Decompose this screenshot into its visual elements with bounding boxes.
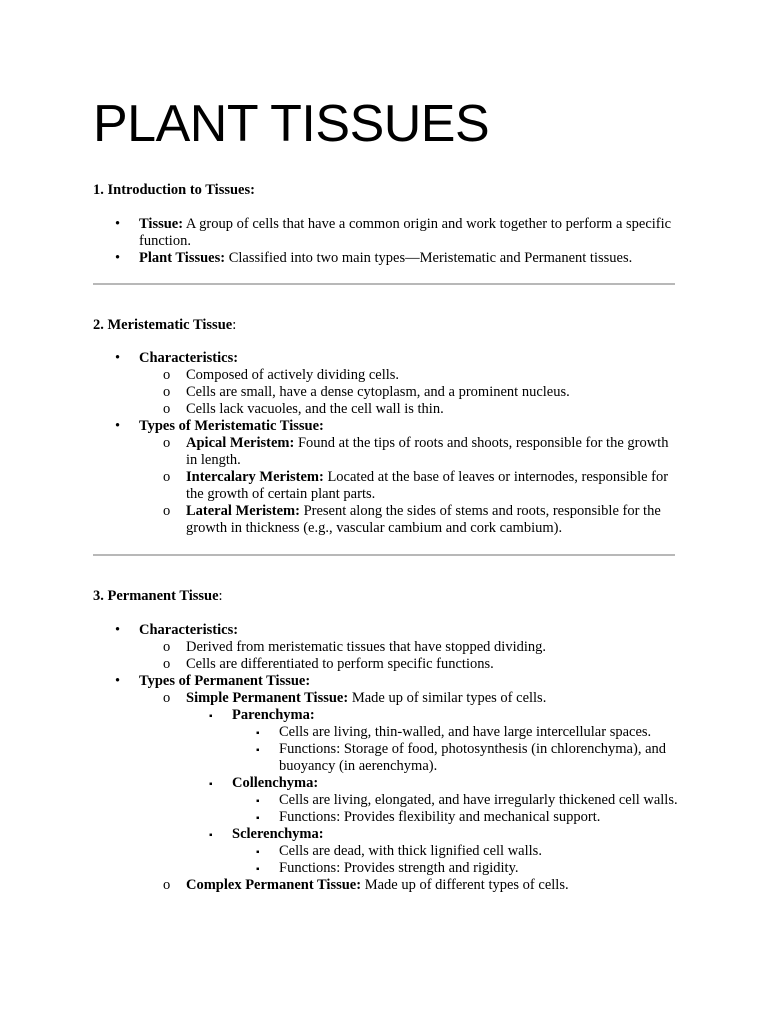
sub-list-item: o Cells lack vacuoles, and the cell wall is thin.: [163, 401, 444, 417]
item-label: Plant Tissues:: [139, 250, 226, 266]
sub-list-item: o Simple Permanent Tissue: Made up of similar types of cells.: [163, 690, 547, 706]
disc-bullet: •: [115, 216, 121, 232]
horizontal-rule: [93, 283, 675, 285]
list-item: [115, 622, 679, 639]
circle-bullet: o: [163, 469, 171, 485]
sub-list-item: o Intercalary Meristem: Located at the base of leaves or internodes, responsible for the growth of certain plant parts.: [163, 469, 669, 502]
item-label: Types of Permanent Tissue:: [139, 673, 311, 689]
square-bullet: ▪: [256, 745, 260, 756]
item-label: Characteristics:: [139, 350, 239, 366]
square-bullet: ▪: [209, 830, 213, 841]
tissue-type-item: ▪ Parenchyma:: [209, 707, 315, 723]
list-item: [115, 350, 679, 367]
disc-bullet: •: [115, 350, 121, 366]
item-label: Tissue:: [139, 216, 184, 232]
list-item: [115, 673, 679, 690]
section-1-heading: 1. Introduction to Tissues:: [93, 182, 255, 198]
square-bullet: ▪: [209, 711, 213, 722]
circle-bullet: o: [163, 435, 171, 451]
square-bullet: ▪: [256, 813, 260, 824]
square-bullet: ▪: [256, 864, 260, 875]
circle-bullet: o: [163, 877, 171, 893]
item-text: A group of cells that have a common origin and work together to perform a specific function.: [139, 216, 672, 249]
circle-bullet: o: [163, 639, 171, 655]
sub-list-item: o Cells are small, have a dense cytoplasm, and a prominent nucleus.: [163, 384, 570, 400]
sub-list-item: o Cells are differentiated to perform specific functions.: [163, 656, 494, 672]
detail-item: ▪ Cells are living, elongated, and have irregularly thickened cell walls.: [256, 792, 678, 808]
list-item: [115, 216, 679, 250]
section-1-list: [115, 216, 679, 267]
square-bullet: ▪: [256, 728, 260, 739]
tissue-type-item: ▪ Sclerenchyma:: [209, 826, 324, 842]
detail-item: ▪ Cells are living, thin-walled, and have large intercellular spaces.: [256, 724, 652, 740]
sub-list-item: o Complex Permanent Tissue: Made up of different types of cells.: [163, 877, 569, 893]
item-label: Characteristics:: [139, 622, 239, 638]
circle-bullet: o: [163, 503, 171, 519]
square-bullet: ▪: [209, 779, 213, 790]
detail-item: ▪ Functions: Provides flexibility and mechanical support.: [256, 809, 601, 825]
disc-bullet: •: [115, 250, 121, 266]
square-bullet: ▪: [256, 796, 260, 807]
horizontal-rule: [93, 554, 675, 556]
sub-list-item: o Derived from meristematic tissues that have stopped dividing.: [163, 639, 547, 655]
document-title: PLANT TISSUES: [93, 95, 490, 153]
detail-item: ▪ Functions: Provides strength and rigidity.: [256, 860, 519, 876]
circle-bullet: o: [163, 656, 171, 672]
list-item: [115, 250, 679, 267]
sub-list-item: o Lateral Meristem: Present along the sides of stems and roots, responsible for the growth in thickness (e.g., vascular cambium and cork cambium).: [163, 503, 661, 536]
circle-bullet: o: [163, 690, 171, 706]
detail-item: ▪ Functions: Storage of food, photosynthesis (in chlorenchyma), and buoyancy (in aerenchyma).: [256, 741, 667, 774]
item-label: Types of Meristematic Tissue:: [139, 418, 324, 434]
list-item: [115, 418, 679, 435]
item-text: Classified into two main types—Meristematic and Permanent tissues.: [225, 250, 633, 266]
circle-bullet: o: [163, 384, 171, 400]
section-2-list: [115, 350, 679, 537]
tissue-type-item: ▪ Collenchyma:: [209, 775, 319, 791]
disc-bullet: •: [115, 418, 121, 434]
detail-item: ▪ Cells are dead, with thick lignified cell walls.: [256, 843, 542, 859]
sub-list-item: o Apical Meristem: Found at the tips of roots and shoots, responsible for the growth in length.: [163, 435, 669, 468]
section-3-list: [115, 622, 679, 894]
section-3-heading: 3. Permanent Tissue:: [93, 588, 223, 604]
disc-bullet: •: [115, 622, 121, 638]
disc-bullet: •: [115, 673, 121, 689]
circle-bullet: o: [163, 401, 171, 417]
sub-list-item: o Composed of actively dividing cells.: [163, 367, 400, 383]
section-2-heading: 2. Meristematic Tissue:: [93, 317, 237, 333]
square-bullet: ▪: [256, 847, 260, 858]
circle-bullet: o: [163, 367, 171, 383]
